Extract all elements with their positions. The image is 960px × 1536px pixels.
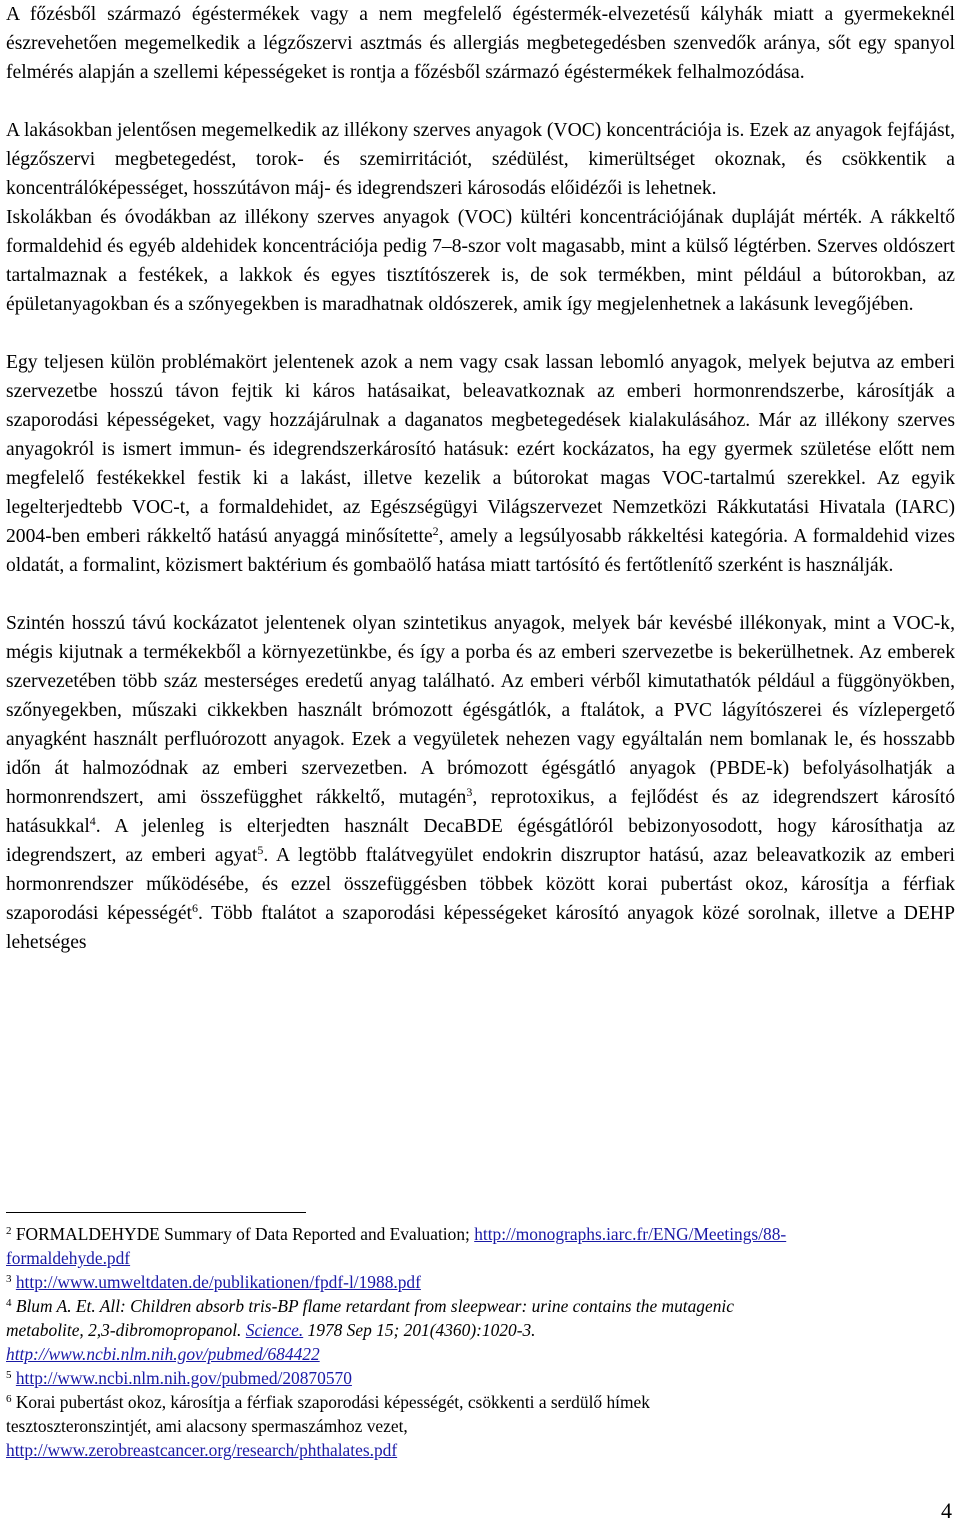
footnote-text: tesztoszteronszintjét, ami alacsony spermaszámhoz vezet, xyxy=(6,1416,408,1436)
footnote-link[interactable]: http://www.ncbi.nlm.nih.gov/pubmed/684422 xyxy=(6,1344,320,1364)
footnote-line xyxy=(6,1342,955,1366)
footnote-line xyxy=(6,1246,955,1270)
footnote-link[interactable]: formaldehyde.pdf xyxy=(6,1248,131,1268)
paragraph-text: , reprotoxikus, a fejlődést és az idegrendszert károsító hatásukkal xyxy=(6,787,955,837)
footnote-text: Korai pubertást okoz, károsítja a férfiak szaporodási képességét, csökkenti a serdülő hímek xyxy=(11,1392,650,1412)
footnote-line xyxy=(6,1294,955,1318)
paragraph xyxy=(6,609,955,957)
footnote-reference[interactable]: 5 xyxy=(257,843,264,857)
footnote-citation-text: metabolite, 2,3-dibromopropanol. xyxy=(6,1320,246,1340)
footnote-number: 5 xyxy=(6,1369,12,1381)
paragraph-text: A főzésből származó égéstermékek vagy a nem megfelelő égéstermék-elvezetésű kályhák miatt a gyermekeknél észrevehetően megemelkedik a légzőszervi asztmás és allergiás megbetegedésben szenvedők aránya, sőt egy spanyol felmérés alapján a szellemi képességeket is rontja a főzésből származó égéstermékek felhalmozódása. xyxy=(6,4,955,83)
footnote-line xyxy=(6,1270,955,1294)
paragraph xyxy=(6,0,955,87)
footnote-number: 6 xyxy=(6,1393,12,1405)
footnote-text: FORMALDEHYDE Summary of Data Reported and Evaluation; xyxy=(11,1224,475,1244)
paragraph-text: A lakásokban jelentősen megemelkedik az illékony szerves anyagok (VOC) koncentrációja is. Ezek az anyagok fejfájást, légzőszervi megbetegedést, torok- és szemirritációt, szédülést, kimerültséget okoznak, és csökkentik a koncentrálóképességet, hosszútávon máj- és idegrendszeri károsodás előidézői is lehetnek. xyxy=(6,120,955,199)
footnote-line xyxy=(6,1366,955,1390)
footnote-line xyxy=(6,1414,955,1438)
footnote-line xyxy=(6,1390,955,1414)
paragraph xyxy=(6,348,955,580)
footnote-link[interactable]: http://www.zerobreastcancer.org/research/phthalates.pdf xyxy=(6,1440,398,1460)
footnote-line xyxy=(6,1222,955,1246)
footnote-reference[interactable]: 4 xyxy=(89,814,96,828)
footnote-line xyxy=(6,1438,955,1462)
document-body xyxy=(6,0,955,957)
paragraph xyxy=(6,116,955,203)
paragraph xyxy=(6,203,955,319)
footnote-link[interactable]: Science. xyxy=(245,1320,304,1340)
footnote-reference[interactable]: 6 xyxy=(191,901,198,915)
footnote-citation-text: Blum A. Et. All: Children absorb tris-BP flame retardant from sleepwear: urine contains the mutagenic xyxy=(11,1296,734,1316)
paragraph-text: . A jelenleg is elterjedten használt DecaBDE égésgátlóról bebizonyosodott, hogy károsíthatja az idegrendszert, az emberi agyat xyxy=(6,816,955,866)
paragraph-text: Iskolákban és óvodákban az illékony szerves anyagok (VOC) kültéri koncentrációjának dupláját mérték. A rákkeltő formaldehid és egyéb aldehidek koncentrációja pedig 7–8-szor volt magasabb, mint a külső légtérben. Szerves oldószert tartalmaznak a festékek, a lakkok és egyes tisztítószerek is, de sok termékben, mint például a bútorokban, az épületanyagokban és a szőnyegekben is maradhatnak oldószerek, amik így megjelenhetnek a lakásunk levegőjében. xyxy=(6,207,955,315)
paragraph-text: , amely a legsúlyosabb rákkeltési kategória. A formaldehid vizes oldatát, a formalint, közismert baktérium és gombaölő hatása miatt tartósító és fertőtlenítő szerként is használják. xyxy=(6,526,955,576)
paragraph-text: . Több ftalátot a szaporodási képességeket károsító anyagok közé sorolnak, illetve a DEHP lehetséges xyxy=(6,903,955,953)
footnote-number: 4 xyxy=(6,1297,12,1309)
document-page xyxy=(6,0,955,957)
footnote-citation-text: 1978 Sep 15; 201(4360):1020-3. xyxy=(303,1320,536,1340)
paragraph-text: Egy teljesen külön problémakört jelentenek azok a nem vagy csak lassan lebomló anyagok, melyek bejutva az emberi szervezetbe hosszú távon fejtik ki káros hatásaikat, beleavatkoznak az emberi hormonrendszerbe, károsítják a szaporodási képességeket, vagy hozzájárulnak a daganatos megbetegedések kialakulásához. Már az illékony szerves anyagokról is ismert immun- és idegrendszerkárosító hatásuk: ezért kockázatos, ha egy gyermek születése előtt nem megfelelő festékekkel festik ki a lakást, illetve kezelik a bútorokat magas VOC-tartalmú szerekkel. Az egyik legelterjedtebb VOC-t, a formaldehidet, az Egészségügyi Világszervezet Nemzetközi Rákkutatási Hivatala (IARC) 2004-ben emberi rákkeltő hatású anyaggá minősítette xyxy=(6,352,955,547)
footnote-link[interactable]: http://www.ncbi.nlm.nih.gov/pubmed/20870570 xyxy=(15,1368,352,1388)
footnote-separator xyxy=(6,1212,306,1213)
paragraph-text: . A legtöbb ftalátvegyület endokrin diszruptor hatású, azaz beleavatkozik az emberi hormonrendszer működésébe, és ezzel összefüggésben többek között korai pubertást okoz, károsítja a férfiak szaporodási képességét xyxy=(6,845,955,924)
footnotes xyxy=(6,1222,955,1462)
footnote-reference[interactable]: 2 xyxy=(432,524,439,538)
footnote-line xyxy=(6,1318,955,1342)
paragraph-text: Szintén hosszú távú kockázatot jelentenek olyan szintetikus anyagok, melyek bár kevésbé illékonyak, mint a VOC-k, mégis kijutnak a termékekből a környezetünkbe, és így a porba és az emberi szervezetbe is bekerülhetnek. Az emberek szervezetében több száz mesterséges eredetű anyag található. Az emberi vérből kimutathatók például a függönyökben, szőnyegekben, műszaki cikkekben használt brómozott égésgátlók, a ftalátok, a PVC lágyítószerei és vízlepergető anyagként használt perfluórozott anyagok. Ezek a vegyületek nehezen vagy egyáltalán nem bomlanak le, és hosszabb időn át halmozódnak az emberi szervezetben. A brómozott égésgátló anyagok (PBDE-k) befolyásolhatják a hormonrendszert, ami összefügghet rákkeltő, mutagén xyxy=(6,613,955,808)
footnote-link[interactable]: http://www.umweltdaten.de/publikationen/fpdf-l/1988.pdf xyxy=(15,1272,421,1292)
footnote-link[interactable]: http://monographs.iarc.fr/ENG/Meetings/88- xyxy=(474,1224,787,1244)
footnote-number: 3 xyxy=(6,1273,12,1285)
footnote-reference[interactable]: 3 xyxy=(466,785,473,799)
page-number: 4 xyxy=(941,1498,952,1523)
footnote-number: 2 xyxy=(6,1225,12,1237)
